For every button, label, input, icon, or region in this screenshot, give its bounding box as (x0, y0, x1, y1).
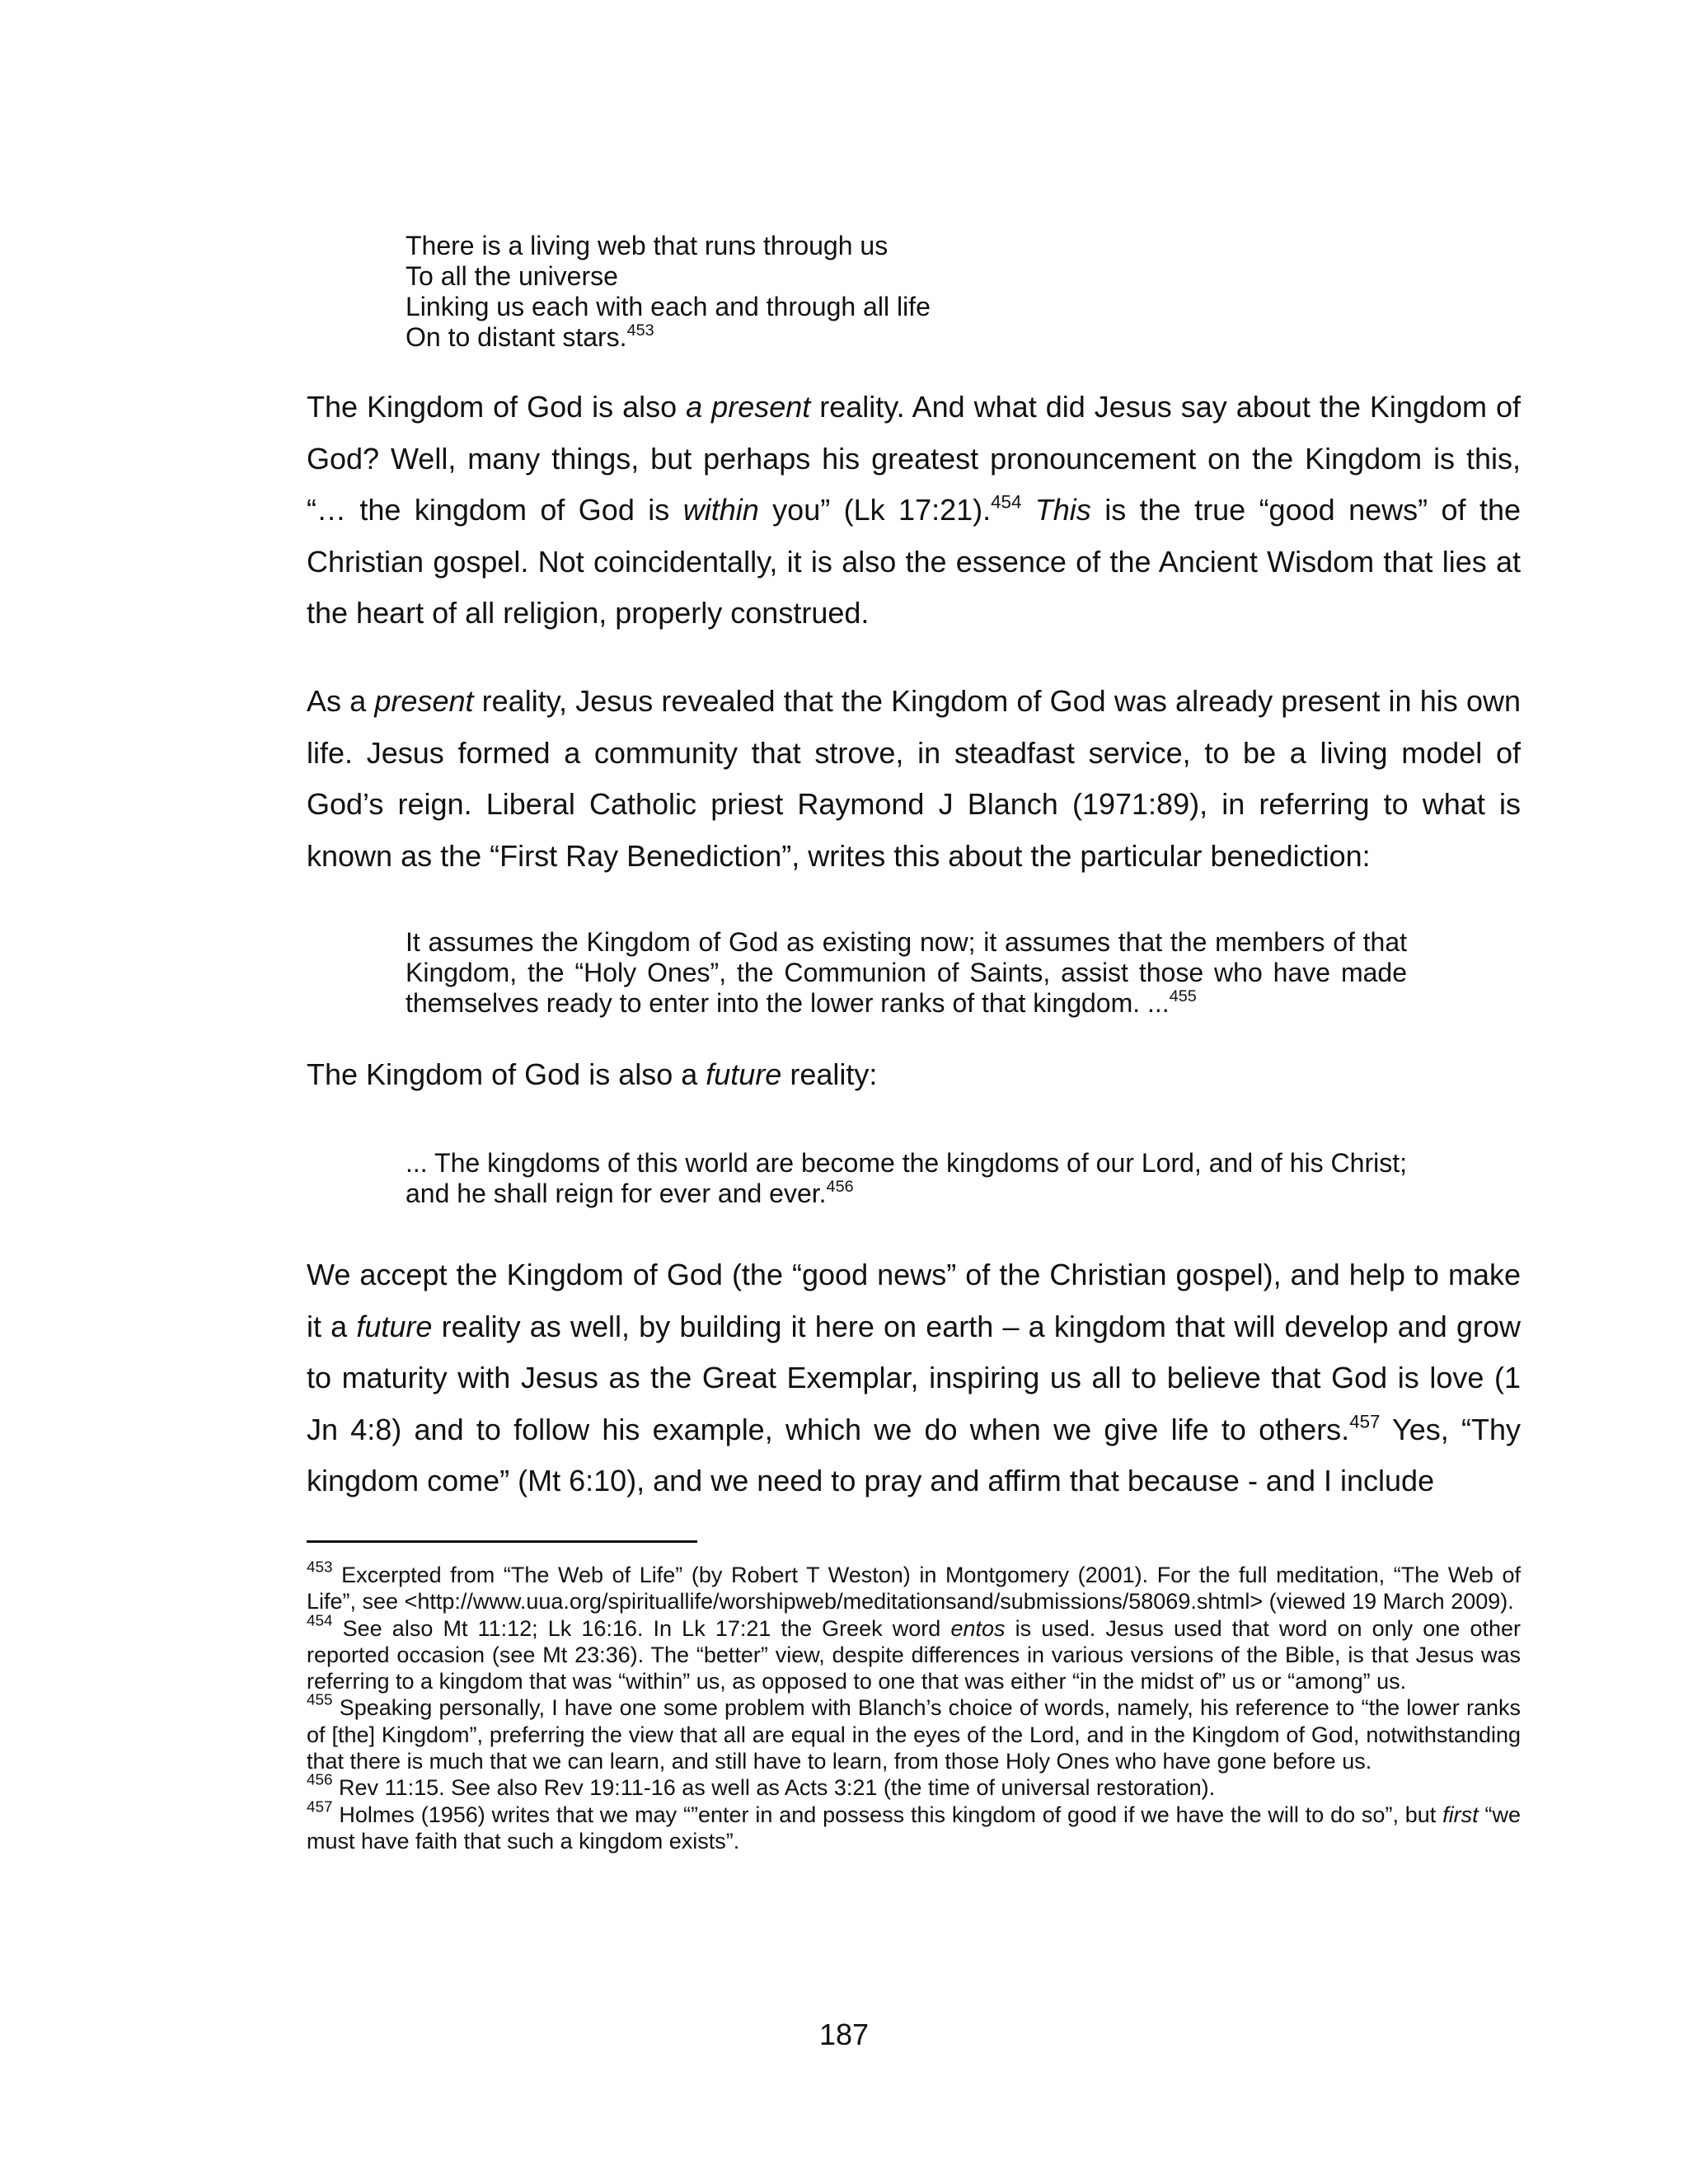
poem-block-quote (406, 231, 1436, 353)
paragraph-present-reality: As a present reality, Jesus revealed that the Kingdom of God was already present in his own life. Jesus formed a community that strove, in steadfast service, to be a living model of God’s reign. Liberal Catholic priest Raymond J Blanch (1971:89), in referring to what is known as the “First Ray Benediction”, writes this about the particular benediction: (307, 684, 1522, 873)
poem-line: Linking us each with each and through all life (406, 292, 931, 321)
footnote-separator (307, 1540, 697, 1543)
paragraph-future-reality: The Kingdom of God is also a future reality: (307, 1057, 878, 1091)
footnote-454: $^{454}$ See also Mt 11:12; Lk 16:16. In Lk 17:21 the Greek word entos is used. Jesus used that word on only one other reported occasion (see Mt 23:36). The “better” view, despite differences in various versions of the Bible, is that Jesus was referring to a kingdom that was “within” us, as opposed to one that was either “in the midst of” us or “among” us. (307, 1612, 1521, 1694)
footnote-url-link[interactable]: <http://www.uua.org/spirituallife/worshipweb/meditationsand/submissions/58069.shtml> (404, 1589, 1264, 1615)
paragraph-accept-kingdom: We accept the Kingdom of God (the “good news” of the Christian gospel), and help to make it a future reality as well, by building it here on earth – a kingdom that will develop and grow to maturity with Jesus as the Great Exemplar, inspiring us all to believe that God is love (1 Jn 4:8) and to follow his example, which we do when we give life to others.$^{457}$ Yes, “Thy kingdom come” (Mt 6:10), and we need to pray and affirm that because - and I include (307, 1258, 1521, 1498)
footnote-456: $^{456}$ Rev 11:15. See also Rev 19:11-16 as well as Acts 3:21 (the time of universal restoration). (307, 1772, 1216, 1801)
poem-line: There is a living web that runs through us (406, 231, 889, 260)
footnote-ref-453[interactable]: 453 (626, 321, 654, 340)
footnotes (307, 1558, 1521, 1854)
page-number: 187 (818, 2018, 870, 2051)
footnote-ref-454[interactable]: 454 (991, 491, 1022, 513)
poem-line: To all the universe (406, 261, 618, 291)
paragraph-kingdom-present: The Kingdom of God is also a present reality. And what did Jesus say about the Kingdom of God? Well, many things, but perhaps his greatest pronouncement on the Kingdom is this, “… the kingdom of God is within you” (Lk 17:21).$^{454}$ This is the true “good news” of the Christian gospel. Not coincidentally, it is also the essence of the Ancient Wisdom that lies at the heart of all religion, properly construed. (307, 390, 1522, 630)
poem-line (406, 322, 1436, 353)
revelation-block-quote: ... The kingdoms of this world are become the kingdoms of our Lord, and of his Christ; and he shall reign for ever and ever.$^{456}$ (406, 1148, 1407, 1208)
footnote-ref-457[interactable]: 457 (1349, 1411, 1381, 1432)
footnote-ref-456[interactable]: 456 (826, 1178, 854, 1197)
footnote-457: $^{457}$ Holmes (1956) writes that we may “”enter in and possess this kingdom of good if we have the will to do so”, but first “we must have faith that such a kingdom exists”. (307, 1798, 1521, 1854)
footnote-ref-455[interactable]: 455 (1169, 987, 1197, 1006)
blanch-block-quote: It assumes the Kingdom of God as existing now; it assumes that the members of that Kingdom, the “Holy Ones”, the Communion of Saints, assist those who have made themselves ready to enter into the lower ranks of that kingdom. ...$^{455}$ (406, 927, 1407, 1018)
footnote-455: $^{455}$ Speaking personally, I have one some problem with Blanch’s choice of words, namely, his reference to “the lower ranks of [the] Kingdom”, preferring the view that all are equal in the eyes of the Lord, and in the Kingdom of God, notwithstanding that there is much that we can learn, and still have to learn, from those Holy Ones who have gone before us. (307, 1692, 1521, 1774)
poem-line-text: On to distant stars. (406, 322, 627, 352)
footnote-453: $^{453}$ Excerpted from “The Web of Life” (by Robert T Weston) in Montgomery (2001). For the full meditation, “The Web of Life”, see <http://www.uua.org/spirituallife/worshipweb/meditationsand/submissions/58069.shtml> (viewed 19 March 2009). (307, 1558, 1521, 1615)
